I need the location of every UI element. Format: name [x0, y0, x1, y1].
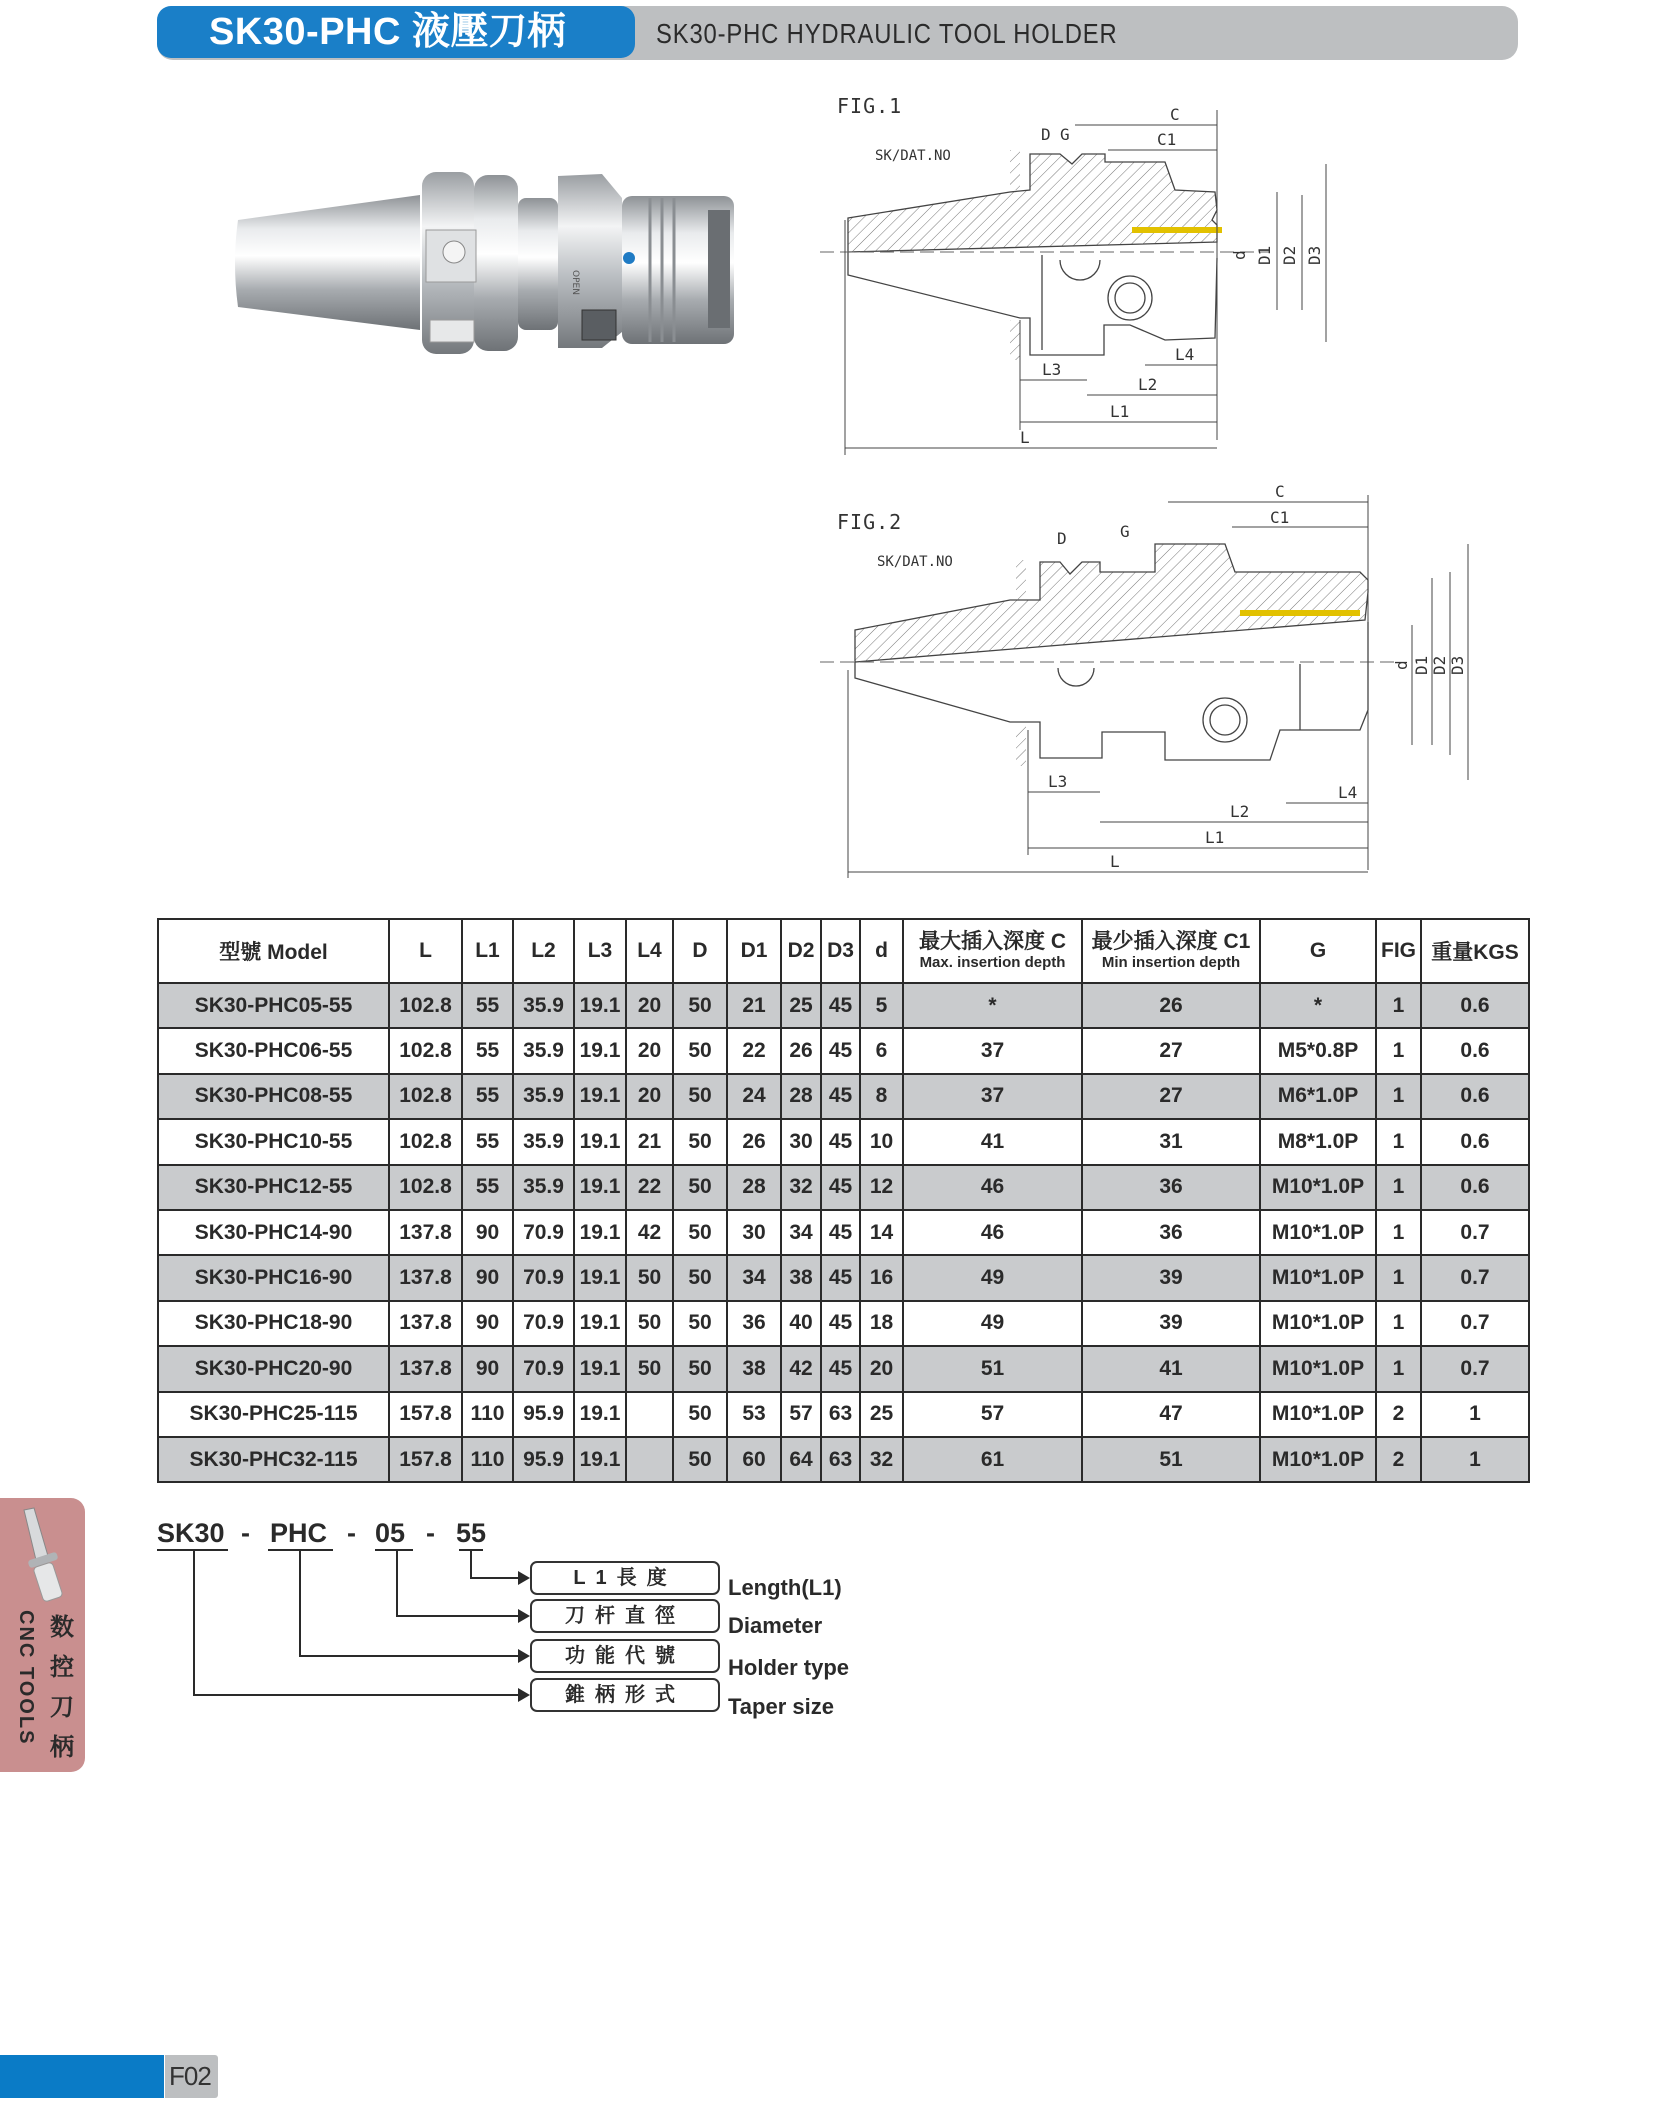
table-header-row [158, 919, 1529, 983]
cell-L4: 20 [626, 1074, 673, 1119]
cell-L: 157.8 [389, 1392, 462, 1437]
cell-L4: 42 [626, 1210, 673, 1255]
dim-L: L [1020, 428, 1030, 447]
cell-L1: 90 [462, 1210, 513, 1255]
cell-d: 32 [860, 1437, 903, 1482]
table-row [158, 1028, 1529, 1073]
cell-L: 102.8 [389, 983, 462, 1028]
col-D2: D2 [781, 919, 821, 983]
cell-D1: 60 [727, 1437, 781, 1482]
dim-d: d [1230, 250, 1249, 260]
table-row [158, 1392, 1529, 1437]
cell-D3: 45 [821, 1255, 860, 1300]
cell-L1: 90 [462, 1301, 513, 1346]
cell-d: 8 [860, 1074, 903, 1119]
cell-L3: 19.1 [574, 1437, 626, 1482]
cell-model: SK30-PHC08-55 [158, 1074, 389, 1119]
dim-L1: L1 [1205, 828, 1225, 847]
figure-1-label: FIG.1 [837, 94, 903, 118]
cell-C1: 27 [1082, 1074, 1260, 1119]
cell-L2: 35.9 [513, 1028, 574, 1073]
cell-L3: 19.1 [574, 1301, 626, 1346]
cell-L3: 19.1 [574, 1074, 626, 1119]
cell-FIG: 1 [1376, 1165, 1421, 1210]
table-row [158, 1437, 1529, 1482]
cell-KGS: 0.7 [1421, 1346, 1529, 1391]
cell-D2: 25 [781, 983, 821, 1028]
cell-L4: 50 [626, 1255, 673, 1300]
cell-d: 18 [860, 1301, 903, 1346]
code-part-taper: SK30 [157, 1518, 225, 1548]
cell-model: SK30-PHC18-90 [158, 1301, 389, 1346]
cell-L: 102.8 [389, 1074, 462, 1119]
cell-D: 50 [673, 1301, 727, 1346]
dim-D1: D1 [1255, 245, 1274, 265]
code-separator: - [347, 1518, 356, 1548]
figure-2-label: FIG.2 [837, 510, 903, 534]
cell-C1: 51 [1082, 1437, 1260, 1482]
cell-D2: 64 [781, 1437, 821, 1482]
col-C1-en: Min insertion depth [1101, 954, 1241, 971]
cell-G: M10*1.0P [1260, 1165, 1376, 1210]
cell-L4: 20 [626, 1028, 673, 1073]
cell-D3: 45 [821, 1074, 860, 1119]
col-FIG: FIG [1376, 919, 1421, 983]
cell-D3: 63 [821, 1392, 860, 1437]
cell-G: M10*1.0P [1260, 1301, 1376, 1346]
cell-KGS: 1 [1421, 1437, 1529, 1482]
cell-D3: 45 [821, 1301, 860, 1346]
cell-C1: 31 [1082, 1119, 1260, 1164]
cell-C: 57 [903, 1392, 1082, 1437]
side-tab-cn: 数 控 刀 柄 [50, 1614, 74, 1761]
cell-C1: 39 [1082, 1301, 1260, 1346]
dim-D2: D2 [1430, 655, 1449, 675]
cell-L4: 50 [626, 1346, 673, 1391]
col-L: L [389, 919, 462, 983]
cell-L: 157.8 [389, 1437, 462, 1482]
cell-d: 16 [860, 1255, 903, 1300]
cell-d: 6 [860, 1028, 903, 1073]
cell-FIG: 1 [1376, 1346, 1421, 1391]
cell-d: 5 [860, 983, 903, 1028]
legend-en-taper: Taper size [728, 1694, 834, 1719]
cell-C1: 36 [1082, 1210, 1260, 1255]
col-L3: L3 [574, 919, 626, 983]
cell-C: 37 [903, 1074, 1082, 1119]
cell-L1: 110 [462, 1392, 513, 1437]
cell-L2: 70.9 [513, 1210, 574, 1255]
cell-L: 102.8 [389, 1165, 462, 1210]
cell-D2: 38 [781, 1255, 821, 1300]
cell-D: 50 [673, 1119, 727, 1164]
cell-L2: 70.9 [513, 1346, 574, 1391]
cell-FIG: 1 [1376, 1210, 1421, 1255]
cell-D1: 34 [727, 1255, 781, 1300]
dim-L4: L4 [1338, 783, 1358, 802]
col-D1: D1 [727, 919, 781, 983]
col-C [903, 919, 1082, 983]
col-D3: D3 [821, 919, 860, 983]
cell-D3: 45 [821, 1165, 860, 1210]
cell-C: 46 [903, 1210, 1082, 1255]
cell-D2: 40 [781, 1301, 821, 1346]
product-photo [230, 150, 740, 375]
col-C-en: Max. insertion depth [919, 954, 1066, 971]
col-KGS: 重量KGS [1421, 919, 1529, 983]
cell-L2: 35.9 [513, 1119, 574, 1164]
legend-en-length: Length(L1) [728, 1575, 842, 1600]
cell-L4: 50 [626, 1301, 673, 1346]
cell-L1: 90 [462, 1255, 513, 1300]
col-D: D [673, 919, 727, 983]
cell-model: SK30-PHC12-55 [158, 1165, 389, 1210]
col-L4: L4 [626, 919, 673, 983]
cell-KGS: 0.7 [1421, 1255, 1529, 1300]
cell-L4: 20 [626, 983, 673, 1028]
cell-L3: 19.1 [574, 1028, 626, 1073]
cell-D1: 26 [727, 1119, 781, 1164]
cell-L3: 19.1 [574, 1210, 626, 1255]
callout-sk-dat-no: SK/DAT.NO [877, 554, 953, 570]
cell-D1: 38 [727, 1346, 781, 1391]
col-model: 型號 Model [158, 919, 389, 983]
cell-L2: 95.9 [513, 1437, 574, 1482]
cell-d: 10 [860, 1119, 903, 1164]
cell-D3: 63 [821, 1437, 860, 1482]
engraving-open: OPEN [570, 270, 580, 295]
code-part-type: PHC [270, 1518, 328, 1548]
cell-model: SK30-PHC10-55 [158, 1119, 389, 1164]
cell-C1: 36 [1082, 1165, 1260, 1210]
code-part-length: 55 [456, 1518, 487, 1548]
cell-d: 12 [860, 1165, 903, 1210]
dim-L1: L1 [1110, 402, 1130, 421]
dim-L3: L3 [1048, 772, 1068, 791]
cell-C: 61 [903, 1437, 1082, 1482]
cell-D2: 57 [781, 1392, 821, 1437]
cell-model: SK30-PHC20-90 [158, 1346, 389, 1391]
cell-C: 49 [903, 1255, 1082, 1300]
legend-box-diameter: 刀杆直徑 [530, 1599, 720, 1633]
cell-G: * [1260, 983, 1376, 1028]
cell-d: 20 [860, 1346, 903, 1391]
tool-holder-icon [14, 1506, 74, 1606]
cell-D1: 30 [727, 1210, 781, 1255]
cell-L2: 70.9 [513, 1301, 574, 1346]
spec-table [157, 918, 1530, 1483]
cell-G: M10*1.0P [1260, 1346, 1376, 1391]
dim-D: D [1057, 529, 1067, 548]
cell-L1: 55 [462, 1074, 513, 1119]
cell-d: 14 [860, 1210, 903, 1255]
dim-C: C [1275, 482, 1285, 501]
cell-L: 137.8 [389, 1255, 462, 1300]
col-C1-cn: 最少插入深度 C1 [1091, 930, 1251, 953]
cell-C: * [903, 983, 1082, 1028]
dim-G: G [1120, 522, 1130, 541]
cell-D2: 26 [781, 1028, 821, 1073]
cell-D2: 28 [781, 1074, 821, 1119]
cell-D3: 45 [821, 1028, 860, 1073]
cell-D: 50 [673, 1255, 727, 1300]
cell-D1: 24 [727, 1074, 781, 1119]
dim-D2: D2 [1280, 245, 1299, 265]
col-d: d [860, 919, 903, 983]
legend-box-length: L1長度 [530, 1561, 720, 1595]
legend-box-taper: 錐柄形式 [530, 1678, 720, 1712]
cell-KGS: 0.6 [1421, 1119, 1529, 1164]
cell-D: 50 [673, 1346, 727, 1391]
code-separator: - [426, 1518, 435, 1548]
cell-FIG: 1 [1376, 1301, 1421, 1346]
cell-G: M10*1.0P [1260, 1210, 1376, 1255]
legend-box-holder-type: 功能代號 [530, 1639, 720, 1673]
cell-G: M6*1.0P [1260, 1074, 1376, 1119]
dim-L4: L4 [1175, 345, 1195, 364]
cell-KGS: 0.7 [1421, 1301, 1529, 1346]
cell-d: 25 [860, 1392, 903, 1437]
cell-L: 102.8 [389, 1028, 462, 1073]
cell-KGS: 0.6 [1421, 983, 1529, 1028]
cell-L3: 19.1 [574, 1165, 626, 1210]
cell-G: M8*1.0P [1260, 1119, 1376, 1164]
cell-KGS: 0.7 [1421, 1210, 1529, 1255]
cell-D1: 36 [727, 1301, 781, 1346]
cell-FIG: 1 [1376, 1028, 1421, 1073]
cell-D3: 45 [821, 983, 860, 1028]
cell-FIG: 1 [1376, 1119, 1421, 1164]
cell-D: 50 [673, 1074, 727, 1119]
cell-G: M10*1.0P [1260, 1392, 1376, 1437]
cell-L1: 55 [462, 1028, 513, 1073]
cell-model: SK30-PHC14-90 [158, 1210, 389, 1255]
cell-KGS: 0.6 [1421, 1028, 1529, 1073]
legend-en-holder-type: Holder type [728, 1655, 850, 1680]
cell-L3: 19.1 [574, 1346, 626, 1391]
cell-KGS: 0.6 [1421, 1165, 1529, 1210]
table-row [158, 1074, 1529, 1119]
dim-L3: L3 [1042, 360, 1062, 379]
col-C1 [1082, 919, 1260, 983]
cell-L1: 90 [462, 1346, 513, 1391]
cell-D: 50 [673, 1210, 727, 1255]
dim-C: C [1170, 105, 1180, 124]
cell-D3: 45 [821, 1119, 860, 1164]
cell-C1: 41 [1082, 1346, 1260, 1391]
dim-L2: L2 [1138, 375, 1158, 394]
cell-D1: 53 [727, 1392, 781, 1437]
cell-C: 37 [903, 1028, 1082, 1073]
dim-C1: C1 [1270, 508, 1290, 527]
side-category-tab[interactable] [0, 1498, 85, 1772]
cell-D: 50 [673, 1392, 727, 1437]
cell-C: 49 [903, 1301, 1082, 1346]
cell-model: SK30-PHC05-55 [158, 983, 389, 1028]
cell-C1: 47 [1082, 1392, 1260, 1437]
table-row [158, 983, 1529, 1028]
cell-C1: 26 [1082, 983, 1260, 1028]
legend-en-diameter: Diameter [728, 1613, 823, 1638]
cell-FIG: 2 [1376, 1437, 1421, 1482]
dim-C1: C1 [1157, 130, 1177, 149]
cell-C: 51 [903, 1346, 1082, 1391]
cell-L1: 55 [462, 1165, 513, 1210]
cell-L1: 55 [462, 1119, 513, 1164]
footer-accent-bar [0, 2055, 164, 2098]
cell-D2: 32 [781, 1165, 821, 1210]
dim-d: d [1392, 660, 1411, 670]
table-row [158, 1119, 1529, 1164]
dim-D3: D3 [1305, 245, 1324, 265]
col-L2: L2 [513, 919, 574, 983]
cell-L1: 55 [462, 983, 513, 1028]
cell-C: 41 [903, 1119, 1082, 1164]
cell-D: 50 [673, 1028, 727, 1073]
cell-G: M5*0.8P [1260, 1028, 1376, 1073]
cell-G: M10*1.0P [1260, 1437, 1376, 1482]
table-row [158, 1255, 1529, 1300]
cell-L4 [626, 1392, 673, 1437]
cell-L: 137.8 [389, 1210, 462, 1255]
cell-D1: 21 [727, 983, 781, 1028]
callout-sk-dat-no: SK/DAT.NO [875, 148, 951, 164]
page-title: SK30-PHC 液壓刀柄 [157, 6, 635, 58]
cell-L3: 19.1 [574, 1255, 626, 1300]
cell-KGS: 1 [1421, 1392, 1529, 1437]
cell-D1: 22 [727, 1028, 781, 1073]
cell-FIG: 1 [1376, 1074, 1421, 1119]
cell-D1: 28 [727, 1165, 781, 1210]
cell-D2: 34 [781, 1210, 821, 1255]
col-G: G [1260, 919, 1376, 983]
cell-L1: 110 [462, 1437, 513, 1482]
dim-D1: D1 [1412, 655, 1431, 675]
col-L1: L1 [462, 919, 513, 983]
col-C-cn: 最大插入深度 C [919, 930, 1066, 953]
cell-D: 50 [673, 1165, 727, 1210]
dim-D3: D3 [1448, 655, 1467, 675]
cell-KGS: 0.6 [1421, 1074, 1529, 1119]
cell-D: 50 [673, 1437, 727, 1482]
cell-L: 137.8 [389, 1301, 462, 1346]
table-row [158, 1210, 1529, 1255]
page-subtitle: SK30-PHC HYDRAULIC TOOL HOLDER [656, 18, 1118, 49]
cell-D2: 30 [781, 1119, 821, 1164]
code-part-diameter: 05 [375, 1518, 406, 1548]
side-tab-en: CNC TOOLS [15, 1610, 37, 1746]
cell-D2: 42 [781, 1346, 821, 1391]
cell-model: SK30-PHC32-115 [158, 1437, 389, 1482]
code-separator: - [241, 1518, 250, 1548]
dim-L2: L2 [1230, 802, 1250, 821]
dim-D: D [1041, 125, 1051, 144]
cell-model: SK30-PHC25-115 [158, 1392, 389, 1437]
cell-L: 137.8 [389, 1346, 462, 1391]
cell-L: 102.8 [389, 1119, 462, 1164]
cell-C: 46 [903, 1165, 1082, 1210]
dim-G: G [1060, 125, 1070, 144]
cell-FIG: 2 [1376, 1392, 1421, 1437]
cell-L3: 19.1 [574, 983, 626, 1028]
cell-FIG: 1 [1376, 983, 1421, 1028]
table-row [158, 1165, 1529, 1210]
cell-C1: 39 [1082, 1255, 1260, 1300]
table-row [158, 1301, 1529, 1346]
cell-L2: 35.9 [513, 1165, 574, 1210]
cell-L4: 21 [626, 1119, 673, 1164]
figure-1 [820, 80, 1400, 460]
cell-G: M10*1.0P [1260, 1255, 1376, 1300]
cell-L3: 19.1 [574, 1392, 626, 1437]
cell-FIG: 1 [1376, 1255, 1421, 1300]
cell-L4: 22 [626, 1165, 673, 1210]
cell-D3: 45 [821, 1210, 860, 1255]
figure-2 [820, 480, 1520, 880]
cell-L3: 19.1 [574, 1119, 626, 1164]
cell-L2: 70.9 [513, 1255, 574, 1300]
cell-D: 50 [673, 983, 727, 1028]
cell-model: SK30-PHC16-90 [158, 1255, 389, 1300]
cell-L4 [626, 1437, 673, 1482]
table-row [158, 1346, 1529, 1391]
cell-L2: 35.9 [513, 983, 574, 1028]
dim-L: L [1110, 852, 1120, 871]
page-number: F02 [165, 2055, 218, 2098]
cell-model: SK30-PHC06-55 [158, 1028, 389, 1073]
cell-L2: 95.9 [513, 1392, 574, 1437]
cell-L2: 35.9 [513, 1074, 574, 1119]
cell-C1: 27 [1082, 1028, 1260, 1073]
cell-D3: 45 [821, 1346, 860, 1391]
